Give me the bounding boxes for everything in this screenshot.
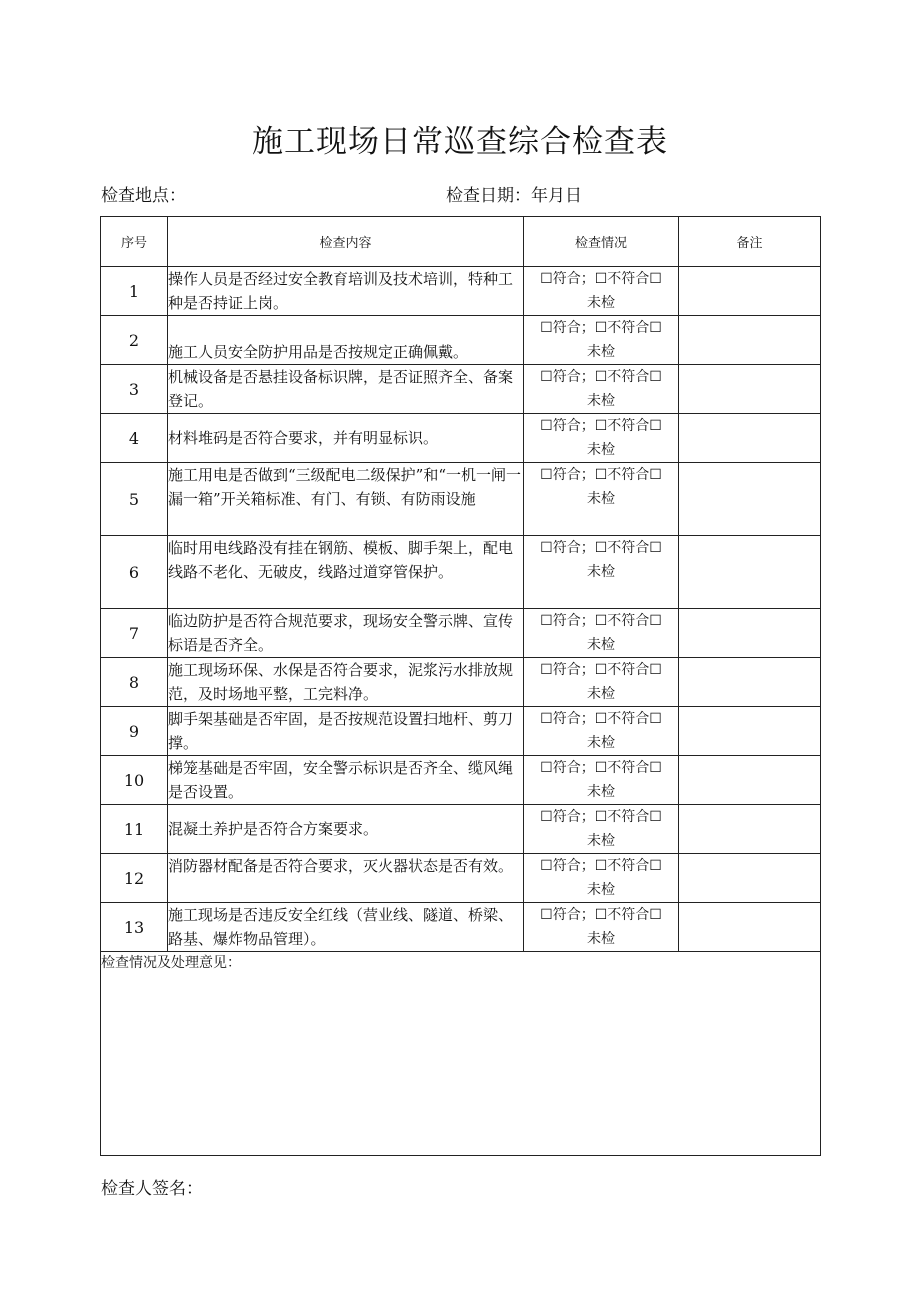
- status-unchecked: 未检: [587, 686, 615, 702]
- row-number: 10: [101, 756, 168, 805]
- table-row: [101, 463, 821, 536]
- status-unchecked: 未检: [587, 882, 615, 898]
- status-cell[interactable]: [524, 414, 679, 463]
- status-options: ☐符合；☐不符合☐: [540, 809, 662, 825]
- row-content: 施工现场是否违反安全红线（营业线、隧道、桥梁、路基、爆炸物品管理）。: [168, 903, 524, 952]
- status-cell[interactable]: [524, 536, 679, 609]
- row-number: 2: [101, 316, 168, 365]
- table-header-row: [101, 217, 821, 267]
- table-row: [101, 536, 821, 609]
- row-content: 材料堆码是否符合要求，并有明显标识。: [168, 414, 524, 463]
- status-cell[interactable]: [524, 463, 679, 536]
- table-row: [101, 756, 821, 805]
- status-unchecked: 未检: [587, 833, 615, 849]
- row-content: 操作人员是否经过安全教育培训及技术培训，特种工种是否持证上岗。: [168, 267, 524, 316]
- remarks-cell[interactable]: [679, 536, 821, 609]
- row-number: 11: [101, 805, 168, 854]
- status-options: ☐符合；☐不符合☐: [540, 540, 662, 556]
- header-index: 序号: [101, 217, 168, 267]
- status-cell[interactable]: [524, 805, 679, 854]
- remarks-cell[interactable]: [679, 316, 821, 365]
- table-row: [101, 854, 821, 903]
- status-cell[interactable]: [524, 609, 679, 658]
- date-label: 检查日期：年月日: [446, 186, 582, 206]
- table-row: [101, 658, 821, 707]
- status-cell[interactable]: [524, 316, 679, 365]
- remarks-cell[interactable]: [679, 463, 821, 536]
- table-row: [101, 805, 821, 854]
- status-options: ☐符合；☐不符合☐: [540, 760, 662, 776]
- status-unchecked: 未检: [587, 735, 615, 751]
- table-row: [101, 609, 821, 658]
- status-unchecked: 未检: [587, 637, 615, 653]
- status-unchecked: 未检: [587, 784, 615, 800]
- row-number: 13: [101, 903, 168, 952]
- remarks-cell[interactable]: [679, 365, 821, 414]
- status-options: ☐符合；☐不符合☐: [540, 858, 662, 874]
- status-unchecked: 未检: [587, 491, 615, 507]
- remarks-cell[interactable]: [679, 903, 821, 952]
- status-cell[interactable]: [524, 658, 679, 707]
- status-unchecked: 未检: [587, 931, 615, 947]
- remarks-cell[interactable]: [679, 756, 821, 805]
- status-options: ☐符合；☐不符合☐: [540, 662, 662, 678]
- header-status: 检查情况: [524, 217, 679, 267]
- status-cell[interactable]: [524, 267, 679, 316]
- status-options: ☐符合；☐不符合☐: [540, 418, 662, 434]
- row-content: 施工用电是否做到“三级配电二级保护”和“一机一闸一漏一箱”开关箱标准、有门、有锁、有防雨设施: [168, 463, 524, 536]
- status-unchecked: 未检: [587, 344, 615, 360]
- row-number: 7: [101, 609, 168, 658]
- row-content: 施工现场环保、水保是否符合要求，泥浆污水排放规范，及时场地平整，工完料净。: [168, 658, 524, 707]
- status-cell[interactable]: [524, 756, 679, 805]
- remarks-cell[interactable]: [679, 609, 821, 658]
- row-number: 1: [101, 267, 168, 316]
- row-number: 4: [101, 414, 168, 463]
- status-options: ☐符合；☐不符合☐: [540, 320, 662, 336]
- status-options: ☐符合；☐不符合☐: [540, 467, 662, 483]
- opinion-cell[interactable]: [101, 952, 821, 1156]
- table-row: [101, 414, 821, 463]
- status-cell[interactable]: [524, 365, 679, 414]
- row-content: 施工人员安全防护用品是否按规定正确佩戴。: [168, 316, 524, 365]
- status-cell[interactable]: [524, 707, 679, 756]
- row-number: 9: [101, 707, 168, 756]
- status-cell[interactable]: [524, 854, 679, 903]
- remarks-cell[interactable]: [679, 805, 821, 854]
- status-cell[interactable]: [524, 903, 679, 952]
- remarks-cell[interactable]: [679, 267, 821, 316]
- table-row: [101, 365, 821, 414]
- remarks-cell[interactable]: [679, 707, 821, 756]
- row-content: 消防器材配备是否符合要求，灭火器状态是否有效。: [168, 854, 524, 903]
- row-content: 混凝土养护是否符合方案要求。: [168, 805, 524, 854]
- status-options: ☐符合；☐不符合☐: [540, 369, 662, 385]
- signature-label: 检查人签名：: [101, 1179, 203, 1199]
- inspection-table: [100, 216, 821, 1156]
- row-content: 临时用电线路没有挂在钢筋、模板、脚手架上，配电线路不老化、无破皮，线路过道穿管保护。: [168, 536, 524, 609]
- location-label: 检查地点：: [101, 186, 186, 206]
- row-content: 脚手架基础是否牢固，是否按规范设置扫地杆、剪刀撑。: [168, 707, 524, 756]
- status-unchecked: 未检: [587, 564, 615, 580]
- status-unchecked: 未检: [587, 442, 615, 458]
- table-row: [101, 316, 821, 365]
- remarks-cell[interactable]: [679, 414, 821, 463]
- row-content: 机械设备是否悬挂设备标识牌，是否证照齐全、备案登记。: [168, 365, 524, 414]
- header-remarks: 备注: [679, 217, 821, 267]
- opinion-label: 检查情况及处理意见：: [101, 955, 241, 971]
- remarks-cell[interactable]: [679, 658, 821, 707]
- remarks-cell[interactable]: [679, 854, 821, 903]
- row-number: 3: [101, 365, 168, 414]
- opinion-row: [101, 952, 821, 1156]
- row-content: 梯笼基础是否牢固，安全警示标识是否齐全、缆风绳是否设置。: [168, 756, 524, 805]
- status-unchecked: 未检: [587, 393, 615, 409]
- page-title: 施工现场日常巡查综合检查表: [252, 124, 668, 160]
- row-number: 6: [101, 536, 168, 609]
- table-row: [101, 903, 821, 952]
- status-options: ☐符合；☐不符合☐: [540, 907, 662, 923]
- table-row: [101, 707, 821, 756]
- status-unchecked: 未检: [587, 295, 615, 311]
- status-options: ☐符合；☐不符合☐: [540, 613, 662, 629]
- row-content: 临边防护是否符合规范要求，现场安全警示牌、宣传标语是否齐全。: [168, 609, 524, 658]
- header-content: 检查内容: [168, 217, 524, 267]
- row-number: 5: [101, 463, 168, 536]
- status-options: ☐符合；☐不符合☐: [540, 271, 662, 287]
- row-number: 8: [101, 658, 168, 707]
- table-row: [101, 267, 821, 316]
- status-options: ☐符合；☐不符合☐: [540, 711, 662, 727]
- row-number: 12: [101, 854, 168, 903]
